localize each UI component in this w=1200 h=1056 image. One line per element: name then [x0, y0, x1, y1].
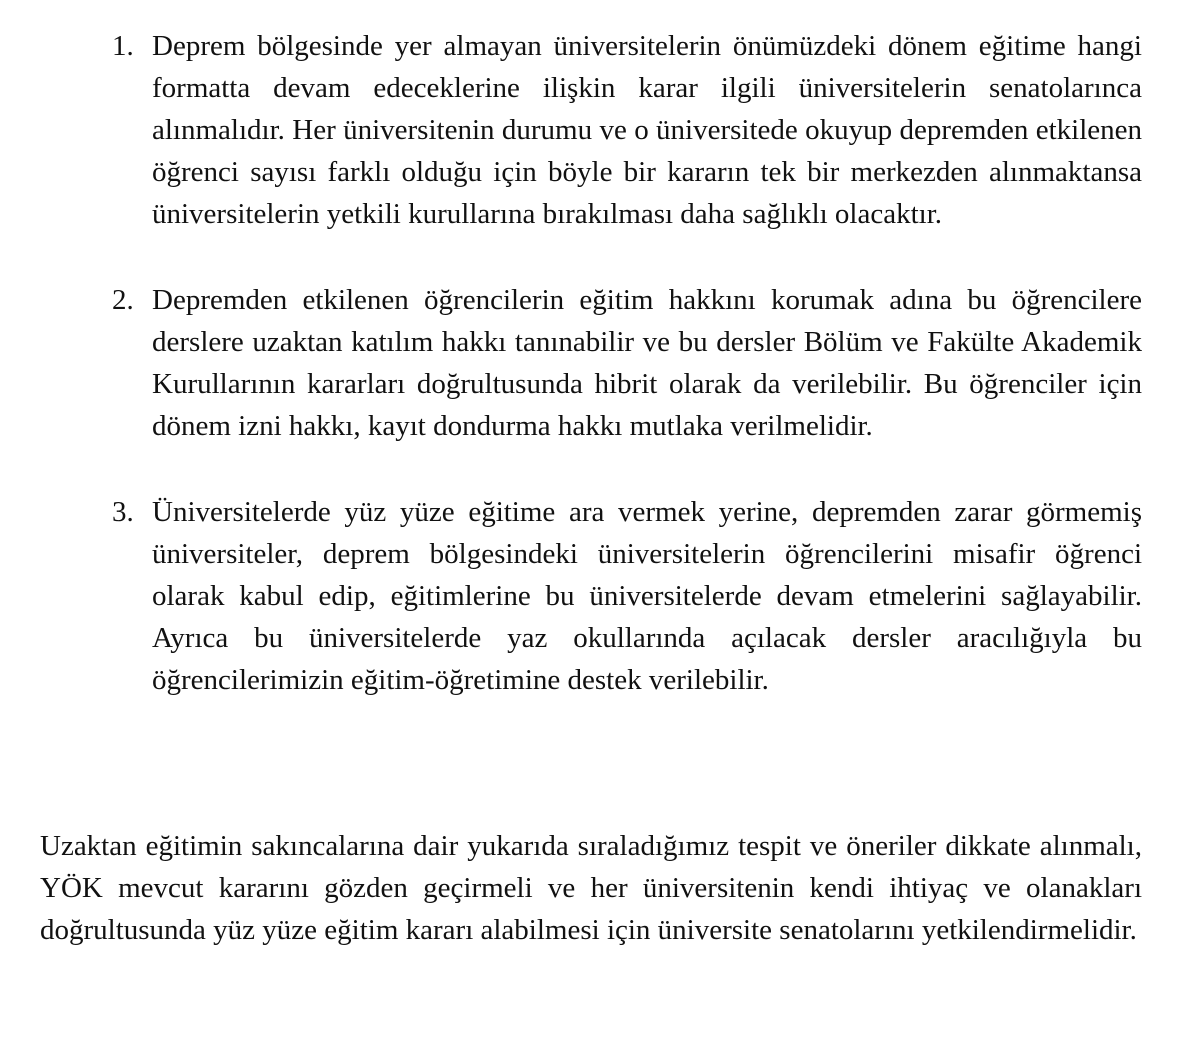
list-item-number: 2. — [112, 284, 134, 316]
list-item — [112, 491, 1142, 701]
list-item-number: 1. — [112, 30, 134, 62]
list-item-text: Deprem bölgesinde yer almayan üniversitelerin önümüzdeki dönem eğitime hangi formatta devam edeceklerine ilişkin karar ilgili üniversitelerin senatolarınca alınmalıdır. Her üniversitenin durumu ve o üniversitede okuyup depremden etkilenen öğrenci sayısı farklı olduğu için böyle bir kararın tek bir merkezden alınmaktansa üniversitelerin yetkili kurullarına bırakılması daha sağlıklı olacaktır. — [152, 30, 1142, 230]
list-item-text: Depremden etkilenen öğrencilerin eğitim hakkını korumak adına bu öğrencilere derslere uzaktan katılım hakkı tanınabilir ve bu dersler Bölüm ve Fakülte Akademik Kurullarının kararları doğrultusunda hibrit olarak da verilebilir. Bu öğrenciler için dönem izni hakkı, kayıt dondurma hakkı mutlaka verilmelidir. — [152, 284, 1142, 442]
list-item — [112, 25, 1142, 235]
list-item — [112, 279, 1142, 447]
list-item-text: Üniversitelerde yüz yüze eğitime ara vermek yerine, depremden zarar görmemiş üniversiteler, deprem bölgesindeki üniversitelerin öğrencilerini misafir öğrenci olarak kabul edip, eğitimlerine bu üniversitelerde devam etmelerini sağlayabilir. Ayrıca bu üniversitelerde yaz okullarında açılacak dersler aracılığıyla bu öğrencilerimizin eğitim-öğretimine destek verilebilir. — [152, 496, 1142, 696]
closing-paragraph: Uzaktan eğitimin sakıncalarına dair yukarıda sıraladığımız tespit ve öneriler dikkate alınmalı, YÖK mevcut kararını gözden geçirmeli ve her üniversitenin kendi ihtiyaç ve olanakları doğrultusunda yüz yüze eğitim kararı alabilmesi için üniversite senatolarını yetkilendirmelidir. — [40, 830, 1142, 946]
list-item-number: 3. — [112, 496, 134, 528]
recommendation-list — [112, 25, 1142, 701]
